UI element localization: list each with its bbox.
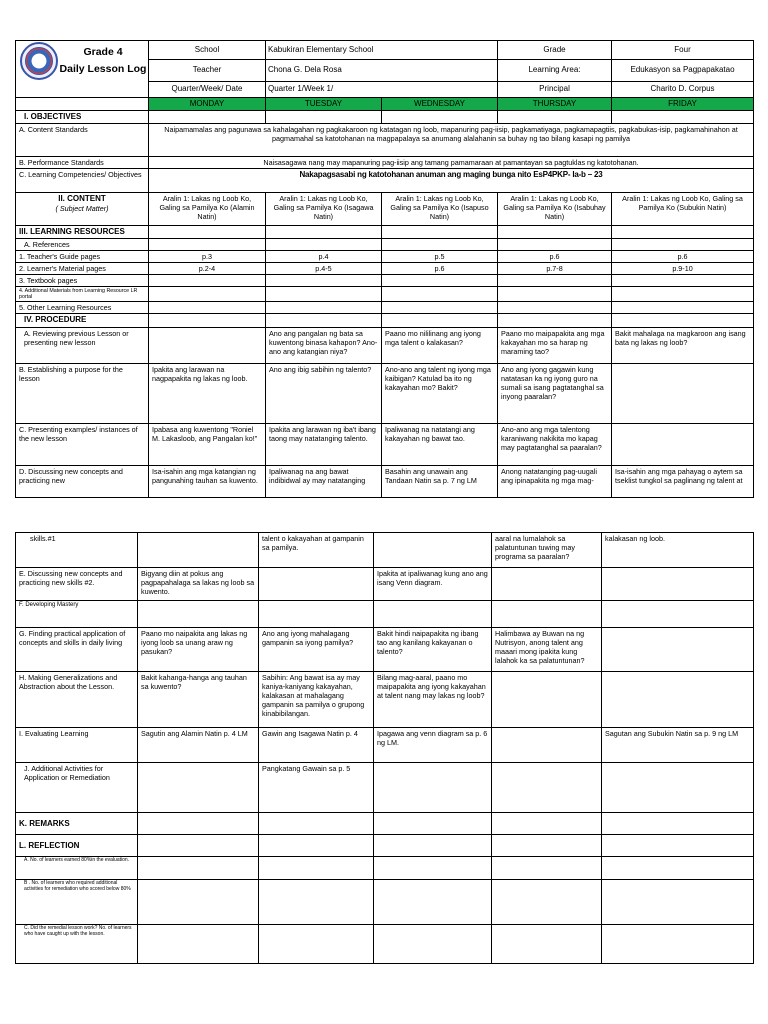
proc-b-wednesday: Ano-ano ang talent ng iyong mga kaibigan? Katulad ba ito ng kakayahan mo? Bakit? <box>382 363 498 423</box>
tg-label: 1. Teacher's Guide pages <box>16 250 149 262</box>
tg-monday: p.3 <box>149 250 266 262</box>
content-standards-row <box>16 123 754 156</box>
proc-e-friday <box>602 568 754 601</box>
proc-h-monday: Bakit kahanga-hanga ang tauhan sa kuwento? <box>138 672 259 728</box>
textbook-label: 3. Textbook pages <box>16 274 149 286</box>
reflection-b-row <box>16 880 754 925</box>
proc-c-label: C. Presenting examples/ instances of the new lesson <box>16 423 149 465</box>
lm-tuesday: p.4-5 <box>266 262 382 274</box>
proc-b-monday: Ipakita ang larawan na nagpapakita ng lakas ng loob. <box>149 363 266 423</box>
school-value: Kabukiran Elementary School <box>266 41 498 60</box>
reflection-c-label: C. Did the remedial lesson work? No. of learners who have caught up with the lesson. <box>16 925 138 964</box>
proc-g-row <box>16 628 754 672</box>
remarks-label: K. REMARKS <box>16 813 138 835</box>
objectives-title: I. OBJECTIVES <box>16 110 149 123</box>
content-standards-label: A. Content Standards <box>16 123 149 156</box>
proc-i-tuesday: Gawin ang Isagawa Natin p. 4 <box>259 728 374 763</box>
lm-label: 2. Learner's Material pages <box>16 262 149 274</box>
proc-f-label: F. Developing Mastery <box>16 601 138 628</box>
proc-h-thursday <box>492 672 602 728</box>
learning-area-value: Edukasyon sa Pagpapakatao <box>612 60 754 81</box>
tg-friday: p.6 <box>612 250 754 262</box>
other-resources-row <box>16 301 754 313</box>
content-label: II. CONTENT <box>58 193 106 203</box>
proc-a-thursday: Paano mo maipapakita ang mga kakayahan mo sa harap ng maraming tao? <box>498 327 612 363</box>
proc-h-wednesday: Bilang mag-aaral, paano mo maipapakita ang iyong kakayahan at talent nang may lakas ng loob? <box>374 672 492 728</box>
resources-title: III. LEARNING RESOURCES <box>16 225 149 238</box>
performance-standards-text: Naisasagawa nang may mapanuring pag-iisip ang tamang pamamaraan at pamantayan sa pagtuklas ng katotohanan. <box>149 156 754 168</box>
proc-d-continued-label: skills.#1 <box>16 533 138 568</box>
teacher-label: Teacher <box>149 60 266 81</box>
proc-c-tuesday: Ipakita ang larawan ng iba't ibang taong may natatanging talento. <box>266 423 382 465</box>
header-row-3 <box>16 81 754 97</box>
cont-wednesday <box>374 533 492 568</box>
proc-i-label: I. Evaluating Learning <box>16 728 138 763</box>
proc-c-friday <box>612 423 754 465</box>
teacher-value: Chona G. Dela Rosa <box>266 60 498 81</box>
reflection-a-row <box>16 857 754 880</box>
day-friday: FRIDAY <box>612 97 754 110</box>
proc-g-wednesday: Bakit hindi naipapakita ng ibang tao ang kanilang kakayanan o talento? <box>374 628 492 672</box>
proc-j-friday <box>602 763 754 813</box>
tg-tuesday: p.4 <box>266 250 382 262</box>
principal-value: Charito D. Corpus <box>612 81 754 97</box>
day-header-row <box>16 97 754 110</box>
other-resources-label: 5. Other Learning Resources <box>16 301 149 313</box>
proc-a-row <box>16 327 754 363</box>
references-label: A. References <box>16 238 149 250</box>
proc-g-label: G. Finding practical application of concepts and skills in daily living <box>16 628 138 672</box>
proc-h-friday <box>602 672 754 728</box>
learning-area-label: Learning Area: <box>498 60 612 81</box>
proc-j-monday <box>138 763 259 813</box>
content-row <box>16 192 754 225</box>
lesson-log-page-1 <box>15 40 754 498</box>
proc-b-friday <box>612 363 754 423</box>
proc-d-label: D. Discussing new concepts and practicing new <box>16 465 149 497</box>
proc-b-thursday: Ano ang iyong gagawin kung natatasan ka ng iyong guro na sumali sa isang pagtatanghal sa inyong paaralan? <box>498 363 612 423</box>
cont-friday: kalakasan ng loob. <box>602 533 754 568</box>
proc-d-continued-row <box>16 533 754 568</box>
proc-a-friday: Bakit mahalaga na magkaroon ang isang bata ng lakas ng loob? <box>612 327 754 363</box>
content-label-cell <box>16 192 149 225</box>
grade-title: Grade 4 <box>83 45 123 58</box>
lesson-log-page-2 <box>15 532 754 964</box>
proc-a-monday <box>149 327 266 363</box>
lm-thursday: p.7-8 <box>498 262 612 274</box>
proc-d-thursday: Anong natatanging pag-uugali ang ipinapakita ng mga mag- <box>498 465 612 497</box>
lm-friday: p.9-10 <box>612 262 754 274</box>
proc-e-wednesday: Ipakita at ipaliwanag kung ano ang isang Venn diagram. <box>374 568 492 601</box>
proc-d-friday: Isa-isahin ang mga pahayag o aytem sa tseklist tungkol sa paglinang ng talent at <box>612 465 754 497</box>
day-monday: MONDAY <box>149 97 266 110</box>
grade-label: Grade <box>498 41 612 60</box>
proc-d-row <box>16 465 754 497</box>
content-monday: Aralin 1: Lakas ng Loob Ko, Galing sa Pamilya Ko (Alamin Natin) <box>149 192 266 225</box>
content-wednesday: Aralin 1: Lakas ng Loob Ko, Galing sa Pamilya Ko (Isapuso Natin) <box>382 192 498 225</box>
quarter-label: Quarter/Week/ Date <box>149 81 266 97</box>
competencies-label: C. Learning Competencies/ Objectives <box>16 168 149 192</box>
deped-seal-icon <box>20 42 58 80</box>
proc-e-tuesday <box>259 568 374 601</box>
proc-j-row <box>16 763 754 813</box>
additional-materials-label: 4. Additional Materials from Learning Resource LR portal <box>16 286 149 301</box>
lm-wednesday: p.6 <box>382 262 498 274</box>
lm-monday: p.2-4 <box>149 262 266 274</box>
cont-thursday: aaral na lumalahok sa palatuntunan tuwing may programa sa paaralan? <box>492 533 602 568</box>
reflection-label: L. REFLECTION <box>16 835 138 857</box>
proc-c-wednesday: Ipaliwanag na natatangi ang kakayahan ng bawat tao. <box>382 423 498 465</box>
tg-row <box>16 250 754 262</box>
proc-b-label: B. Establishing a purpose for the lesson <box>16 363 149 423</box>
proc-f-row <box>16 601 754 628</box>
proc-j-label: J. Additional Activities for Application or Remediation <box>16 763 138 813</box>
reflection-c-row <box>16 925 754 964</box>
reflection-row <box>16 835 754 857</box>
content-tuesday: Aralin 1: Lakas ng Loob Ko, Galing sa Pamilya Ko (Isagawa Natin) <box>266 192 382 225</box>
proc-e-row <box>16 568 754 601</box>
lm-row <box>16 262 754 274</box>
reflection-b-label: B . No. of learners who required additional activities for remediation who scored below 80% <box>16 880 138 925</box>
proc-j-wednesday <box>374 763 492 813</box>
proc-b-row <box>16 363 754 423</box>
references-row <box>16 238 754 250</box>
content-friday: Aralin 1: Lakas ng Loob Ko, Galing sa Pamilya Ko (Subukin Natin) <box>612 192 754 225</box>
proc-c-monday: Ipabasa ang kuwentong "Roniel M. Lakasloob, ang Pangalan ko!" <box>149 423 266 465</box>
principal-label: Principal <box>498 81 612 97</box>
proc-i-thursday <box>492 728 602 763</box>
proc-i-row <box>16 728 754 763</box>
proc-a-tuesday: Ano ang pangalan ng bata sa kuwentong binasa kahapon? Ano-ano ang katangian niya? <box>266 327 382 363</box>
remarks-row <box>16 813 754 835</box>
proc-d-wednesday: Basahin ang unawain ang Tandaan Natin sa p. 7 ng LM <box>382 465 498 497</box>
day-wednesday: WEDNESDAY <box>382 97 498 110</box>
header-logo-cell <box>16 41 149 82</box>
proc-g-friday <box>602 628 754 672</box>
objectives-row <box>16 110 754 123</box>
proc-i-wednesday: Ipagawa ang venn diagram sa p. 6 ng LM. <box>374 728 492 763</box>
proc-d-tuesday: Ipaliwanag na ang bawat indibidwal ay may natatanging <box>266 465 382 497</box>
performance-standards-row <box>16 156 754 168</box>
log-title: Daily Lesson Log <box>59 63 147 75</box>
proc-h-row <box>16 672 754 728</box>
grade-value: Four <box>612 41 754 60</box>
proc-e-label: E. Discussing new concepts and practicing new skills #2. <box>16 568 138 601</box>
proc-h-label: H. Making Generalizations and Abstraction about the Lesson. <box>16 672 138 728</box>
proc-a-label: A. Reviewing previous Lesson or presenting new lesson <box>16 327 149 363</box>
cont-monday <box>138 533 259 568</box>
proc-g-thursday: Halimbawa ay Buwan na ng Nutrisyon, anong talent ang maaari mong ipakita kung lalahok ka sa palatuntunan? <box>492 628 602 672</box>
school-label: School <box>149 41 266 60</box>
tg-thursday: p.6 <box>498 250 612 262</box>
quarter-value: Quarter 1/Week 1/ <box>266 81 498 97</box>
content-thursday: Aralin 1: Lakas ng Loob Ko, Galing sa Pamilya Ko (Isabuhay Natin) <box>498 192 612 225</box>
cont-tuesday: talent o kakayahan at gampanin sa pamilya. <box>259 533 374 568</box>
performance-standards-label: B. Performance Standards <box>16 156 149 168</box>
content-standards-text: Naipamamalas ang pagunawa sa kahalagahan ng pagkakaroon ng katatagan ng loob, mapanuring pag-iisip, pagkamatiyaga, pagkamapagtiis, pagkabukas-isip, pagkamahinahon at pagmamahal sa katotohanan na magpapalaya sa anumang alalahanin sa buhay ng tao bilang kasapi ng pamilya <box>149 123 754 156</box>
proc-e-monday: Bigyang diin at pokus ang pagpapahalaga sa lakas ng loob sa kuwento. <box>138 568 259 601</box>
proc-j-thursday <box>492 763 602 813</box>
proc-h-tuesday: Sabihin: Ang bawat isa ay may kaniya-kaniyang kakayahan, kalakasan at mahalagang gampanin sa pamilya o grupong kinabibilangan. <box>259 672 374 728</box>
competencies-text: Nakapagsasabi ng katotohanan anuman ang maging bunga nito EsP4PKP- Ia-b – 23 <box>149 168 754 192</box>
resources-row <box>16 225 754 238</box>
procedure-row <box>16 313 754 327</box>
proc-c-row <box>16 423 754 465</box>
header-row-1 <box>16 41 754 60</box>
procedure-title: IV. PROCEDURE <box>16 313 149 327</box>
proc-d-monday: Isa-isahin ang mga katangian ng pangunahing tauhan sa kuwento. <box>149 465 266 497</box>
proc-j-tuesday: Pangkatang Gawain sa p. 5 <box>259 763 374 813</box>
proc-i-friday: Sagutan ang Subukin Natin sa p. 9 ng LM <box>602 728 754 763</box>
day-thursday: THURSDAY <box>498 97 612 110</box>
competencies-row <box>16 168 754 192</box>
proc-g-tuesday: Ano ang iyong mahalagang gampanin sa iyong pamilya? <box>259 628 374 672</box>
proc-c-thursday: Ano-ano ang mga talentong karaniwang nakikita mo kapag may pagtatanghal sa paaralan? <box>498 423 612 465</box>
proc-g-monday: Paano mo naipakita ang lakas ng iyong loob sa unang araw ng pasukan? <box>138 628 259 672</box>
textbook-row <box>16 274 754 286</box>
proc-a-wednesday: Paano mo nililinang ang iyong mga talent o kalakasan? <box>382 327 498 363</box>
proc-i-monday: Sagutin ang Alamin Natin p. 4 LM <box>138 728 259 763</box>
day-tuesday: TUESDAY <box>266 97 382 110</box>
additional-materials-row <box>16 286 754 301</box>
content-sublabel: ( Subject Matter) <box>55 203 109 213</box>
tg-wednesday: p.5 <box>382 250 498 262</box>
proc-b-tuesday: Ano ang ibig sabihin ng talento? <box>266 363 382 423</box>
proc-e-thursday <box>492 568 602 601</box>
reflection-a-label: A. No. of learners earned 80%in the evaluation. <box>16 857 138 880</box>
